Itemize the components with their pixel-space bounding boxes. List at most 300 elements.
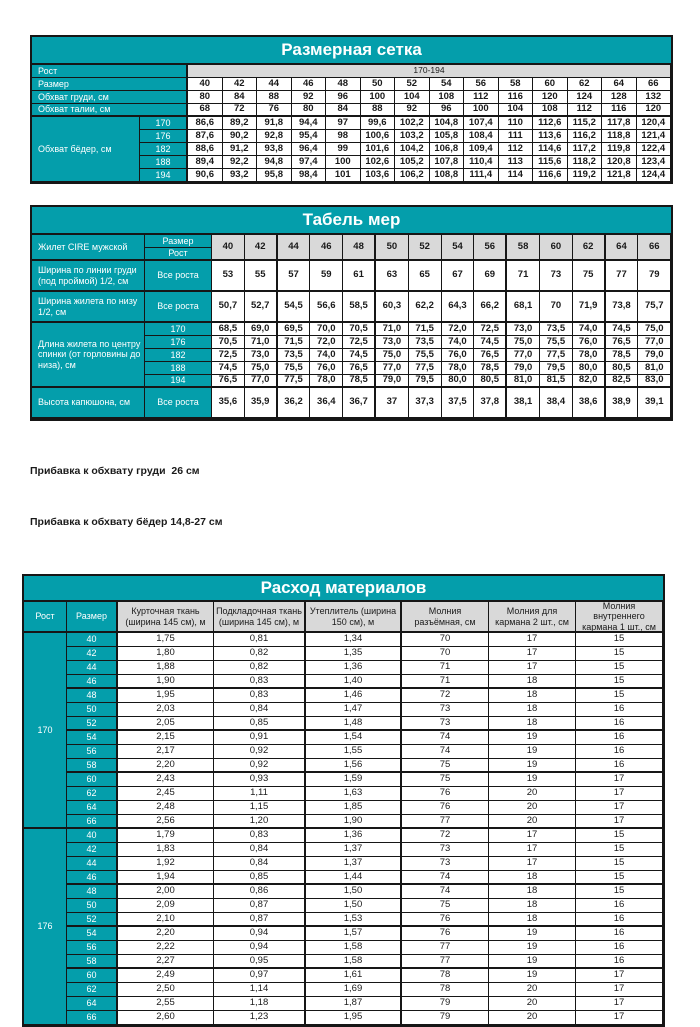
material-size-cell: 42: [67, 843, 118, 857]
material-value-cell: 73: [402, 857, 489, 871]
material-value-cell: 17: [576, 1011, 663, 1025]
chest-value-cell: 80: [188, 91, 223, 104]
hips-row: [140, 130, 671, 143]
material-value-cell: 0,87: [214, 899, 306, 913]
material-value-cell: 2,09: [118, 899, 214, 913]
material-value-cell: 75: [402, 773, 489, 787]
material-value-cell: 0,84: [214, 857, 306, 871]
material-value-cell: 76: [402, 787, 489, 801]
length-value-cell: 73,5: [278, 349, 311, 362]
length-value-cell: 75,0: [507, 336, 540, 349]
material-value-cell: 18: [489, 913, 576, 927]
material-value-cell: 1,85: [306, 801, 402, 815]
chest-width-value: 71: [507, 261, 540, 292]
bottom-width-value: 68,1: [507, 292, 540, 323]
material-value-cell: 15: [576, 857, 663, 871]
notes: [30, 429, 700, 565]
chest-value-cell: 112: [464, 91, 499, 104]
hips-value-cell: 90,6: [188, 169, 223, 182]
material-value-cell: 1,95: [118, 689, 214, 703]
header-lining: Подкладочная ткань (ширина 145 см), м: [214, 602, 306, 633]
material-value-cell: 15: [576, 843, 663, 857]
size-header-cell: 42: [245, 235, 278, 261]
hips-value-cell: 89,2: [223, 117, 258, 130]
material-size-cell: 60: [67, 969, 118, 983]
waist-value-cell: 96: [430, 104, 465, 117]
hips-rost-cell: 194: [140, 169, 188, 182]
hips-block: [32, 117, 671, 182]
length-value-cell: 73,0: [376, 336, 409, 349]
material-value-cell: 0,92: [214, 759, 306, 773]
material-value-cell: 73: [402, 717, 489, 731]
length-value-cell: 74,5: [606, 323, 639, 336]
rost-group: [24, 633, 663, 829]
length-value-cell: 82,5: [606, 375, 639, 388]
hips-value-cell: 118,2: [568, 156, 603, 169]
size-cell: 52: [395, 78, 430, 91]
material-value-cell: 17: [576, 787, 663, 801]
bottom-width-value: 54,5: [278, 292, 311, 323]
hips-value-cell: 101: [326, 169, 361, 182]
size-cell: 60: [533, 78, 568, 91]
bottom-width-value: 60,3: [376, 292, 409, 323]
material-value-cell: 0,83: [214, 689, 306, 703]
material-row: [67, 745, 663, 759]
hips-value-cell: 88,6: [188, 143, 223, 156]
length-rost-cell: 170: [145, 323, 212, 336]
hips-value-cell: 95,8: [257, 169, 292, 182]
material-value-cell: 1,47: [306, 703, 402, 717]
material-value-cell: 1,59: [306, 773, 402, 787]
material-value-cell: 73: [402, 703, 489, 717]
hips-value-cell: 105,2: [395, 156, 430, 169]
material-value-cell: 17: [576, 773, 663, 787]
chest-value-cell: 120: [533, 91, 568, 104]
hips-value-cell: 104,8: [430, 117, 465, 130]
size-cell: 44: [257, 78, 292, 91]
waist-value-cell: 112: [568, 104, 603, 117]
material-value-cell: 2,15: [118, 731, 214, 745]
size-header-cell: 56: [474, 235, 507, 261]
material-value-cell: 1,14: [214, 983, 306, 997]
material-value-cell: 75: [402, 759, 489, 773]
material-row: [67, 969, 663, 983]
length-value-cell: 76,5: [212, 375, 245, 388]
rost-row-label: Рост: [32, 65, 188, 78]
length-value-cell: 70,5: [212, 336, 245, 349]
size-cell: 56: [464, 78, 499, 91]
material-size-cell: 46: [67, 675, 118, 689]
chest-width-value: 65: [409, 261, 442, 292]
material-value-cell: 15: [576, 871, 663, 885]
material-value-cell: 18: [489, 885, 576, 899]
material-value-cell: 1,46: [306, 689, 402, 703]
hips-value-cell: 103,2: [395, 130, 430, 143]
material-size-cell: 44: [67, 857, 118, 871]
bottom-width-value: 52,7: [245, 292, 278, 323]
hips-value-cell: 108,4: [464, 130, 499, 143]
material-value-cell: 0,83: [214, 829, 306, 843]
material-value-cell: 76: [402, 801, 489, 815]
waist-value-cell: 84: [326, 104, 361, 117]
length-value-cell: 81,0: [507, 375, 540, 388]
note-chest-allowance: Прибавка к обхвату груди 26 см: [30, 465, 200, 477]
material-size-cell: 42: [67, 647, 118, 661]
hood-value-cell: 38,4: [540, 388, 573, 419]
material-value-cell: 74: [402, 731, 489, 745]
hips-value-cell: 90,2: [223, 130, 258, 143]
material-value-cell: 1,48: [306, 717, 402, 731]
material-value-cell: 74: [402, 871, 489, 885]
material-value-cell: 18: [489, 717, 576, 731]
material-row: [67, 773, 663, 787]
chest-value-cell: 100: [361, 91, 396, 104]
material-value-cell: 0,82: [214, 647, 306, 661]
hips-value-cell: 107,8: [430, 156, 465, 169]
material-value-cell: 1,57: [306, 927, 402, 941]
material-row: [67, 983, 663, 997]
chest-value-cell: 104: [395, 91, 430, 104]
material-value-cell: 1,94: [118, 871, 214, 885]
hips-value-cell: 114: [499, 169, 534, 182]
material-value-cell: 1,50: [306, 899, 402, 913]
header-razmer: Размер: [67, 602, 118, 633]
material-value-cell: 74: [402, 745, 489, 759]
length-value-cell: 80,5: [606, 362, 639, 375]
material-title: Расход материалов: [24, 576, 663, 602]
hips-rost-cell: 176: [140, 130, 188, 143]
material-row: [67, 647, 663, 661]
material-size-cell: 40: [67, 633, 118, 647]
material-value-cell: 0,85: [214, 871, 306, 885]
material-value-cell: 1,37: [306, 843, 402, 857]
rost-header-cell: Рост: [145, 248, 212, 261]
hips-value-cell: 108,8: [430, 169, 465, 182]
hips-rost-cell: 182: [140, 143, 188, 156]
waist-row: [32, 104, 671, 117]
hips-row: [140, 143, 671, 156]
hips-value-cell: 94,4: [292, 117, 327, 130]
material-value-cell: 16: [576, 717, 663, 731]
size-header-cell: 52: [409, 235, 442, 261]
material-size-cell: 50: [67, 899, 118, 913]
material-row: [67, 829, 663, 843]
material-value-cell: 2,55: [118, 997, 214, 1011]
length-value-cell: 81,5: [540, 375, 573, 388]
size-cell: 42: [223, 78, 258, 91]
material-value-cell: 72: [402, 689, 489, 703]
measurement-header-row: [32, 235, 671, 261]
size-header-cell: 48: [343, 235, 376, 261]
hips-value-cell: 112: [499, 143, 534, 156]
material-value-cell: 19: [489, 759, 576, 773]
note-hips-allowance: Прибавка к обхвату бёдер 14,8-27 см: [30, 516, 223, 528]
hood-value-cell: 37,3: [409, 388, 442, 419]
material-value-cell: 2,20: [118, 927, 214, 941]
material-value-cell: 16: [576, 731, 663, 745]
hips-value-cell: 98,4: [292, 169, 327, 182]
length-value-cell: 75,0: [245, 362, 278, 375]
material-size-cell: 54: [67, 731, 118, 745]
material-value-cell: 17: [576, 997, 663, 1011]
chest-row-label: Обхват груди, см: [32, 91, 188, 104]
size-header-cell: 58: [507, 235, 540, 261]
hips-value-cell: 86,6: [188, 117, 223, 130]
measurement-table: [30, 205, 673, 421]
razmer-header-cell: Размер: [145, 235, 212, 248]
length-value-cell: 71,0: [376, 323, 409, 336]
material-value-cell: 2,10: [118, 913, 214, 927]
material-row: [67, 913, 663, 927]
material-value-cell: 78: [402, 983, 489, 997]
material-value-cell: 2,43: [118, 773, 214, 787]
material-value-cell: 77: [402, 941, 489, 955]
material-value-cell: 79: [402, 1011, 489, 1025]
length-value-cell: 68,5: [212, 323, 245, 336]
material-value-cell: 77: [402, 955, 489, 969]
size-cell: 58: [499, 78, 534, 91]
hips-value-cell: 94,8: [257, 156, 292, 169]
length-value-cell: 79,0: [507, 362, 540, 375]
length-value-cell: 72,0: [442, 323, 475, 336]
hips-value-cell: 114,6: [533, 143, 568, 156]
hips-value-cell: 124,4: [637, 169, 672, 182]
material-header-row: [24, 602, 663, 633]
material-row: [67, 815, 663, 829]
material-value-cell: 1,92: [118, 857, 214, 871]
hips-value-cell: 87,6: [188, 130, 223, 143]
chest-value-cell: 116: [499, 91, 534, 104]
hips-value-cell: 120,8: [602, 156, 637, 169]
length-value-cell: 71,5: [278, 336, 311, 349]
hood-value-cell: 37,5: [442, 388, 475, 419]
chest-width-value: 59: [310, 261, 343, 292]
bottom-width-value: 64,3: [442, 292, 475, 323]
chest-value-cell: 108: [430, 91, 465, 104]
material-value-cell: 16: [576, 899, 663, 913]
hips-value-cell: 98: [326, 130, 361, 143]
hips-rost-cell: 170: [140, 117, 188, 130]
material-size-cell: 66: [67, 815, 118, 829]
group-rost-cell: 170: [24, 633, 67, 829]
waist-value-cell: 104: [499, 104, 534, 117]
material-value-cell: 18: [489, 899, 576, 913]
hips-value-cell: 117,2: [568, 143, 603, 156]
hips-row: [140, 169, 671, 182]
bottom-width-value: 58,5: [343, 292, 376, 323]
material-row: [67, 941, 663, 955]
chest-value-cell: 128: [602, 91, 637, 104]
hood-rost: Все роста: [145, 388, 212, 419]
length-row: [145, 375, 671, 388]
material-size-cell: 44: [67, 661, 118, 675]
chest-width-value: 79: [638, 261, 671, 292]
bottom-width-value: 62,2: [409, 292, 442, 323]
waist-value-cell: 120: [637, 104, 672, 117]
material-value-cell: 0,84: [214, 843, 306, 857]
length-value-cell: 74,5: [474, 336, 507, 349]
material-value-cell: 1,54: [306, 731, 402, 745]
hips-value-cell: 97: [326, 117, 361, 130]
length-value-cell: 79,5: [540, 362, 573, 375]
material-value-cell: 2,49: [118, 969, 214, 983]
header-zip-main: Молния разъёмная, см: [402, 602, 489, 633]
material-value-cell: 1,58: [306, 955, 402, 969]
material-value-cell: 16: [576, 745, 663, 759]
header-rost: Рост: [24, 602, 67, 633]
material-value-cell: 1,11: [214, 787, 306, 801]
material-row: [67, 633, 663, 647]
hips-row: [140, 156, 671, 169]
material-value-cell: 1,50: [306, 885, 402, 899]
size-grid-title: Размерная сетка: [32, 37, 671, 65]
material-value-cell: 2,48: [118, 801, 214, 815]
hips-value-cell: 93,8: [257, 143, 292, 156]
size-header-cell: 64: [606, 235, 639, 261]
material-row: [67, 717, 663, 731]
hips-value-cell: 95,4: [292, 130, 327, 143]
length-value-cell: 72,5: [474, 323, 507, 336]
material-value-cell: 20: [489, 1011, 576, 1025]
hips-value-cell: 93,2: [223, 169, 258, 182]
material-value-cell: 16: [576, 941, 663, 955]
material-value-cell: 19: [489, 773, 576, 787]
material-value-cell: 1,95: [306, 1011, 402, 1025]
material-value-cell: 1,69: [306, 983, 402, 997]
material-value-cell: 78: [402, 969, 489, 983]
material-size-cell: 62: [67, 787, 118, 801]
hips-value-cell: 97,4: [292, 156, 327, 169]
chest-width-value: 73: [540, 261, 573, 292]
length-value-cell: 75,5: [409, 349, 442, 362]
material-value-cell: 1,90: [306, 815, 402, 829]
material-value-cell: 0,85: [214, 717, 306, 731]
hips-rost-cell: 188: [140, 156, 188, 169]
length-value-cell: 77,0: [507, 349, 540, 362]
material-value-cell: 17: [576, 983, 663, 997]
length-value-cell: 70,0: [310, 323, 343, 336]
hips-value-cell: 99: [326, 143, 361, 156]
material-row: [67, 843, 663, 857]
material-row: [67, 997, 663, 1011]
length-value-cell: 76,0: [442, 349, 475, 362]
rost-group: [24, 829, 663, 1025]
hips-value-cell: 110,4: [464, 156, 499, 169]
material-size-cell: 40: [67, 829, 118, 843]
material-value-cell: 15: [576, 675, 663, 689]
hood-value-cell: 35,6: [212, 388, 245, 419]
material-value-cell: 0,83: [214, 675, 306, 689]
chest-value-cell: 84: [223, 91, 258, 104]
material-value-cell: 1,18: [214, 997, 306, 1011]
hips-value-cell: 122,4: [637, 143, 672, 156]
waist-value-cell: 88: [361, 104, 396, 117]
length-value-cell: 74,0: [573, 323, 606, 336]
hips-value-cell: 100,6: [361, 130, 396, 143]
chest-width-row: [32, 261, 671, 292]
length-value-cell: 72,0: [310, 336, 343, 349]
length-value-cell: 77,0: [245, 375, 278, 388]
material-value-cell: 20: [489, 787, 576, 801]
material-value-cell: 1,55: [306, 745, 402, 759]
material-value-cell: 17: [489, 857, 576, 871]
material-value-cell: 17: [576, 969, 663, 983]
size-header-cell: 46: [310, 235, 343, 261]
material-value-cell: 74: [402, 885, 489, 899]
length-value-cell: 76,0: [310, 362, 343, 375]
size-row: [32, 78, 671, 91]
header-zip-pocket: Молния для кармана 2 шт., см: [489, 602, 576, 633]
material-row: [67, 787, 663, 801]
material-row: [67, 885, 663, 899]
length-value-cell: 79,5: [409, 375, 442, 388]
hips-value-cell: 113: [499, 156, 534, 169]
chest-width-value: 67: [442, 261, 475, 292]
chest-width-value: 75: [573, 261, 606, 292]
material-value-cell: 18: [489, 871, 576, 885]
waist-row-label: Обхват талии, см: [32, 104, 188, 117]
material-value-cell: 15: [576, 689, 663, 703]
hood-value-cell: 39,1: [638, 388, 671, 419]
length-value-cell: 70,5: [343, 323, 376, 336]
length-value-cell: 75,0: [376, 349, 409, 362]
material-value-cell: 2,17: [118, 745, 214, 759]
material-row: [67, 899, 663, 913]
material-value-cell: 1,61: [306, 969, 402, 983]
hips-value-cell: 119,2: [568, 169, 603, 182]
length-value-cell: 77,5: [409, 362, 442, 375]
material-row: [67, 703, 663, 717]
material-value-cell: 1,15: [214, 801, 306, 815]
length-value-cell: 78,0: [573, 349, 606, 362]
material-value-cell: 17: [576, 801, 663, 815]
material-value-cell: 1,36: [306, 661, 402, 675]
hood-value-cell: 37,8: [474, 388, 507, 419]
material-value-cell: 17: [489, 661, 576, 675]
chest-value-cell: 92: [292, 91, 327, 104]
material-value-cell: 1,63: [306, 787, 402, 801]
length-rost-cell: 194: [145, 375, 212, 388]
length-value-cell: 77,0: [638, 336, 671, 349]
chest-row: [32, 91, 671, 104]
material-value-cell: 1,53: [306, 913, 402, 927]
hips-value-cell: 91,8: [257, 117, 292, 130]
hood-value-cell: 36,7: [343, 388, 376, 419]
material-row: [67, 955, 663, 969]
rost-row: [32, 65, 671, 78]
material-value-cell: 19: [489, 745, 576, 759]
hips-value-cell: 101,6: [361, 143, 396, 156]
hood-value-cell: 36,4: [310, 388, 343, 419]
size-cell: 40: [188, 78, 223, 91]
hips-label: Обхват бёдер, см: [32, 117, 140, 182]
chest-width-value: 53: [212, 261, 245, 292]
material-value-cell: 73: [402, 843, 489, 857]
length-value-cell: 75,5: [278, 362, 311, 375]
waist-value-cell: 68: [188, 104, 223, 117]
material-value-cell: 70: [402, 633, 489, 647]
hips-value-cell: 92,8: [257, 130, 292, 143]
bottom-width-row: [32, 292, 671, 323]
material-row: [67, 661, 663, 675]
waist-value-cell: 108: [533, 104, 568, 117]
bottom-width-value: 56,6: [310, 292, 343, 323]
rost-range-value: 170-194: [188, 65, 671, 78]
length-value-cell: 74,0: [310, 349, 343, 362]
material-row: [67, 1011, 663, 1025]
hips-value-cell: 123,4: [637, 156, 672, 169]
hips-value-cell: 106,2: [395, 169, 430, 182]
